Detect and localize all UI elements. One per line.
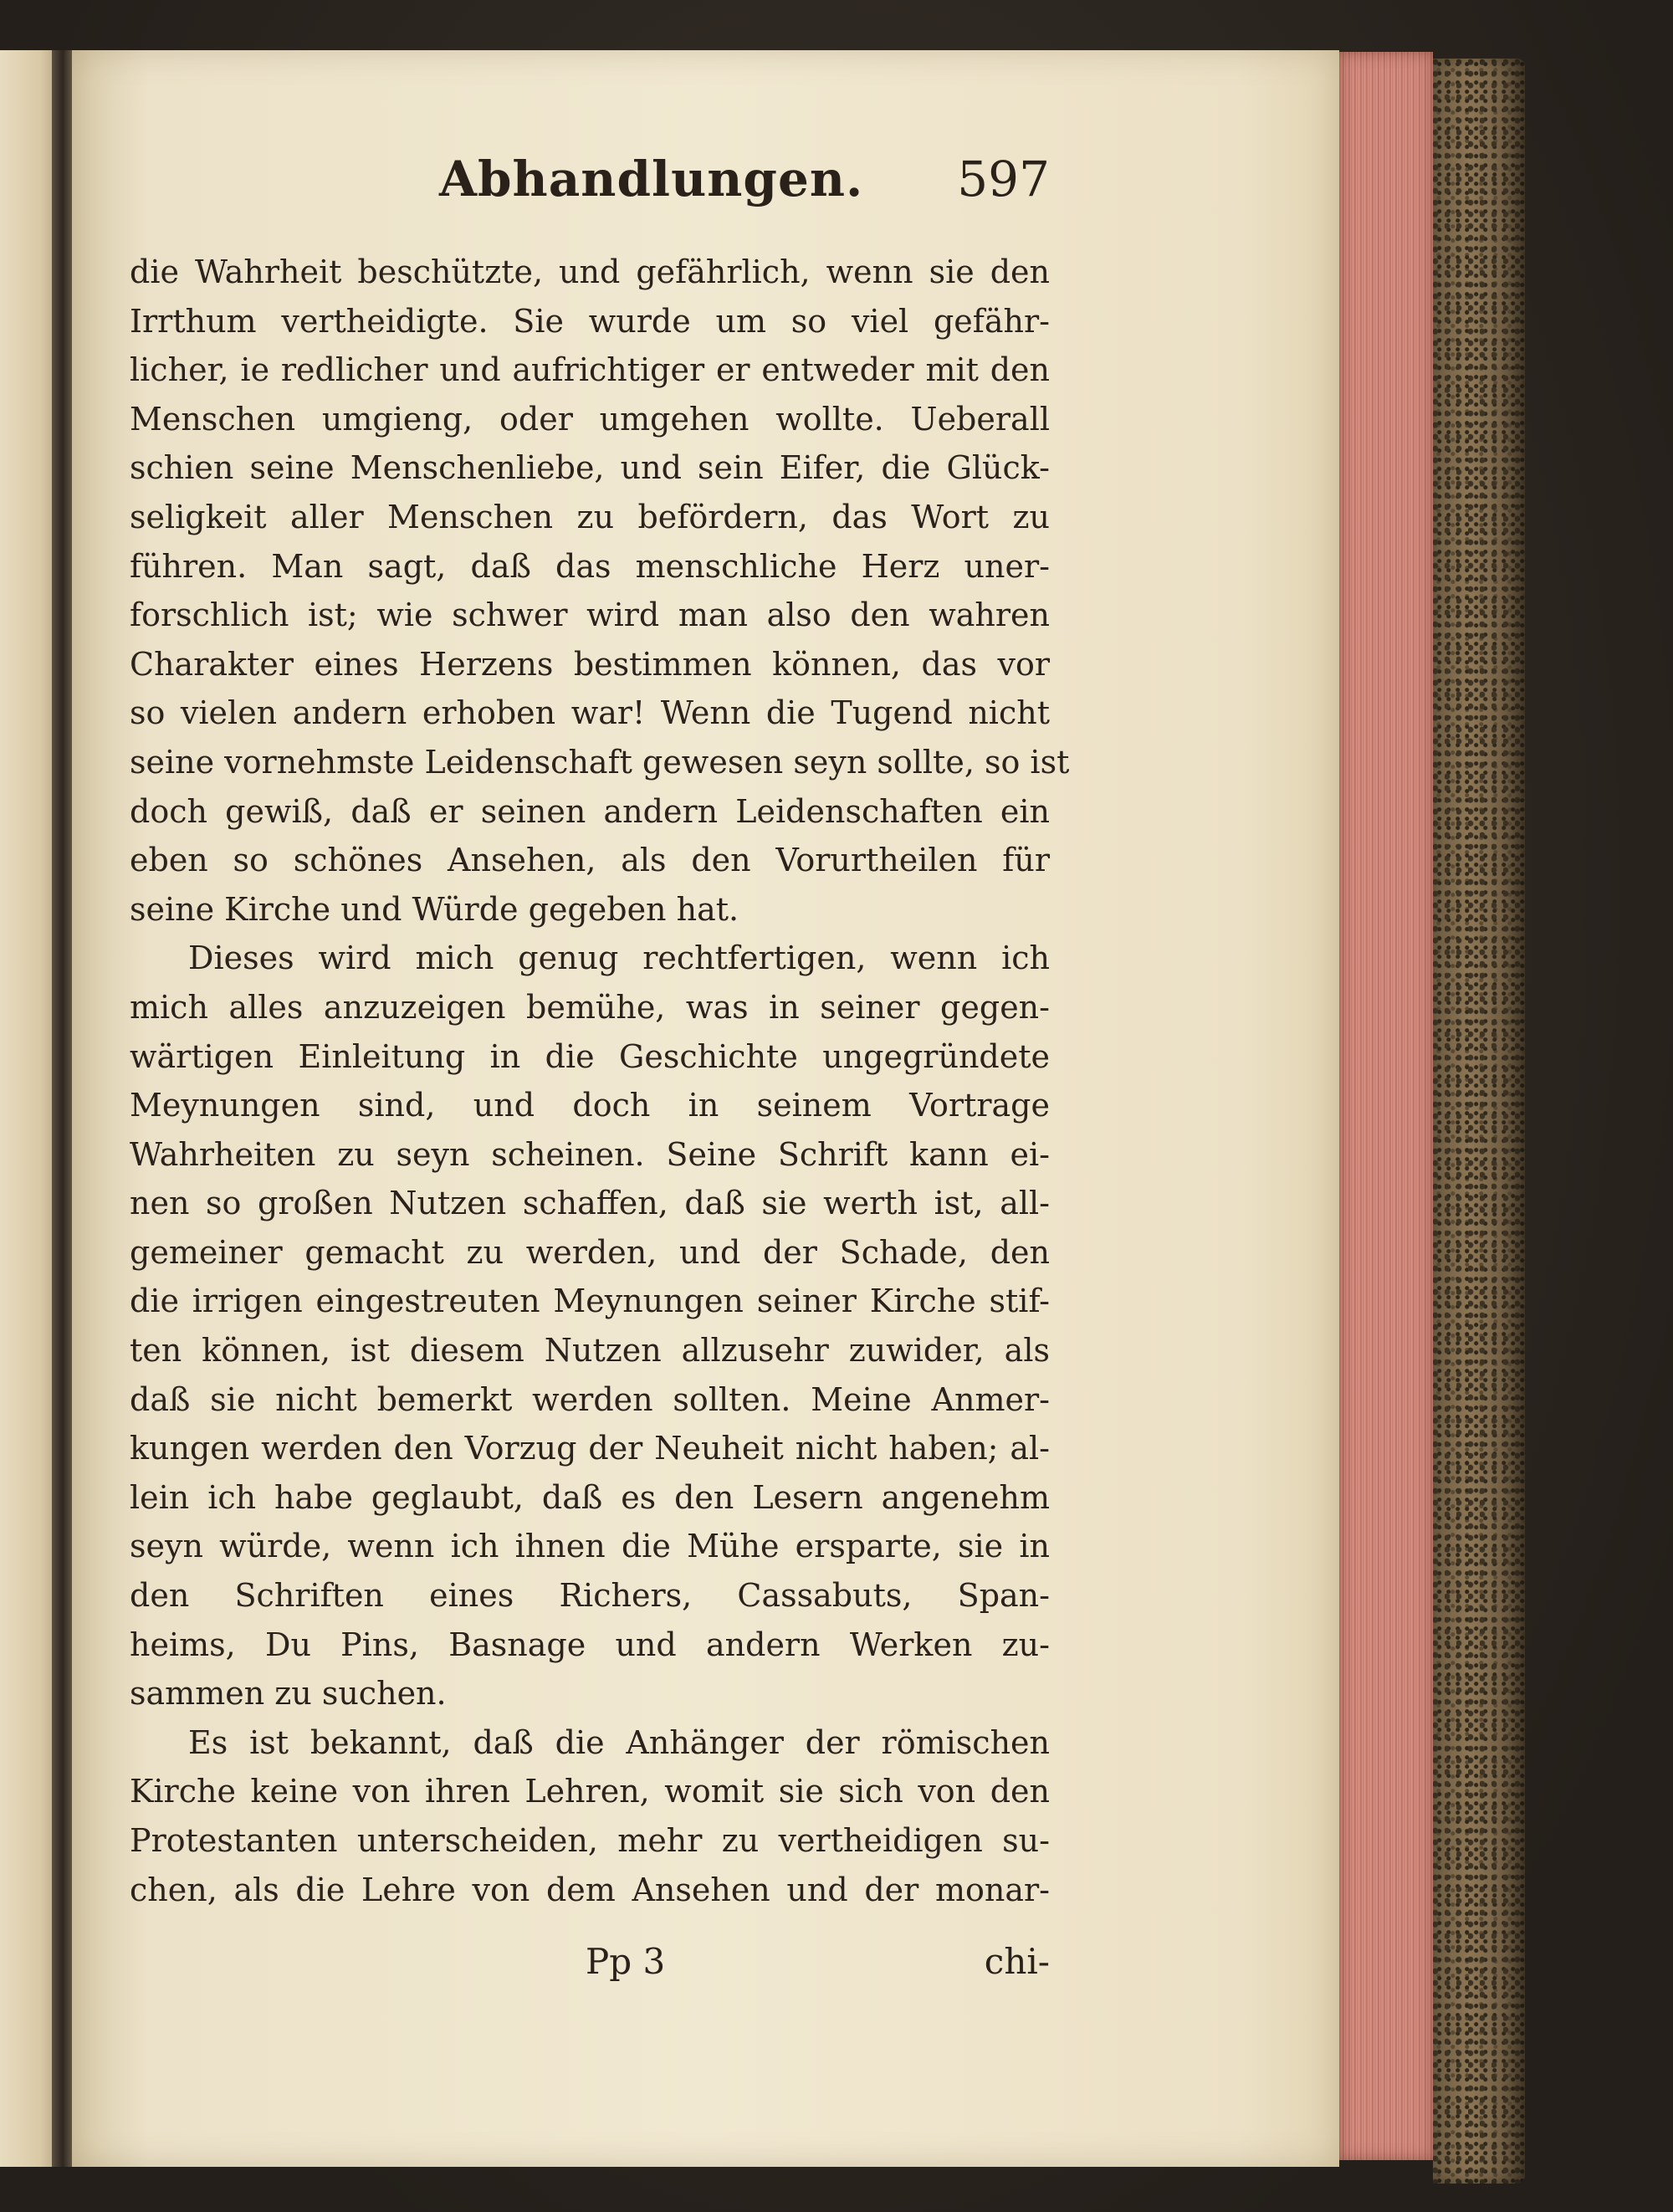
text-line: sammen zu suchen. [130,1675,447,1713]
page-footer [130,1941,1050,2000]
body-text [130,248,1070,1914]
page-header [130,151,1050,226]
text-line: doch gewiß, daß er seinen andern Leidenschaften ein [130,792,1050,830]
text-line: ten können, ist diesem Nutzen allzusehr zuwider, als [130,1332,1050,1370]
text-line: chen, als die Lehre von dem Ansehen und der monar- [130,1871,1050,1908]
text-line: licher, ie redlicher und aufrichtiger er entweder mit den [130,351,1050,389]
text-line: so vielen andern erhoben war! Wenn die Tugend nicht [130,694,1050,732]
text-line: seyn würde, wenn ich ihnen die Mühe ersparte, sie in [130,1528,1050,1565]
text-line: Protestanten unterscheiden, mehr zu vertheidigen su- [130,1822,1050,1859]
book-gutter [52,50,74,2167]
text-line: lein ich habe geglaubt, daß es den Lesern angenehm [130,1478,1050,1516]
signature-mark: Pp 3 [586,1941,666,1982]
page-block-edges [1339,52,1433,2160]
text-line: wärtigen Einleitung in die Geschichte ungegründete [130,1037,1050,1075]
text-line: Dieses wird mich genug rechtfertigen, wenn ich [188,940,1050,977]
text-line: heims, Du Pins, Basnage und andern Werken zu- [130,1626,1050,1663]
text-line: seligkeit aller Menschen zu befördern, das Wort zu [130,498,1050,535]
text-line: schien seine Menschenliebe, und sein Eifer, die Glück- [130,449,1050,487]
text-line: kungen werden den Vorzug der Neuheit nicht haben; al- [130,1430,1050,1467]
text-line: die irrigen eingestreuten Meynungen seiner Kirche stif- [130,1283,1050,1320]
text-line: Charakter eines Herzens bestimmen können, das vor [130,645,1050,683]
text-line: nen so großen Nutzen schaffen, daß sie werth ist, all- [130,1185,1050,1222]
catchword: chi- [984,1941,1050,1982]
text-line: seine Kirche und Würde gegeben hat. [130,890,739,928]
text-line: gemeiner gemacht zu werden, und der Schade, den [130,1233,1050,1271]
text-line: den Schriften eines Richers, Cassabuts, Span- [130,1577,1050,1615]
text-line: Es ist bekannt, daß die Anhänger der römischen [188,1723,1050,1761]
running-title: Abhandlungen. [439,151,864,207]
text-line: mich alles anzuzeigen bemühe, was in seiner gegen- [130,988,1050,1026]
text-line: Irrthum vertheidigte. Sie wurde um so viel gefähr- [130,302,1050,340]
page-number: 597 [957,151,1050,207]
text-line: seine vornehmste Leidenschaft gewesen seyn sollte, so ist [130,743,1070,781]
text-line: Meynungen sind, und doch in seinem Vortrage [130,1087,1050,1124]
text-line: Menschen umgieng, oder umgehen wollte. Ueberall [130,400,1050,438]
text-line: Kirche keine von ihren Lehren, womit sie sich von den [130,1773,1050,1810]
text-line: die Wahrheit beschützte, und gefährlich, wenn sie den [130,253,1050,290]
text-line: daß sie nicht bemerkt werden sollten. Meine Anmer- [130,1380,1050,1418]
book-cover [1433,59,1525,2184]
text-line: Wahrheiten zu seyn scheinen. Seine Schrift kann ei- [130,1135,1050,1173]
text-line: führen. Man sagt, daß das menschliche Herz uner- [130,547,1050,585]
text-line: forschlich ist; wie schwer wird man also den wahren [130,597,1050,634]
text-line: eben so schönes Ansehen, als den Vorurtheilen für [130,842,1050,879]
